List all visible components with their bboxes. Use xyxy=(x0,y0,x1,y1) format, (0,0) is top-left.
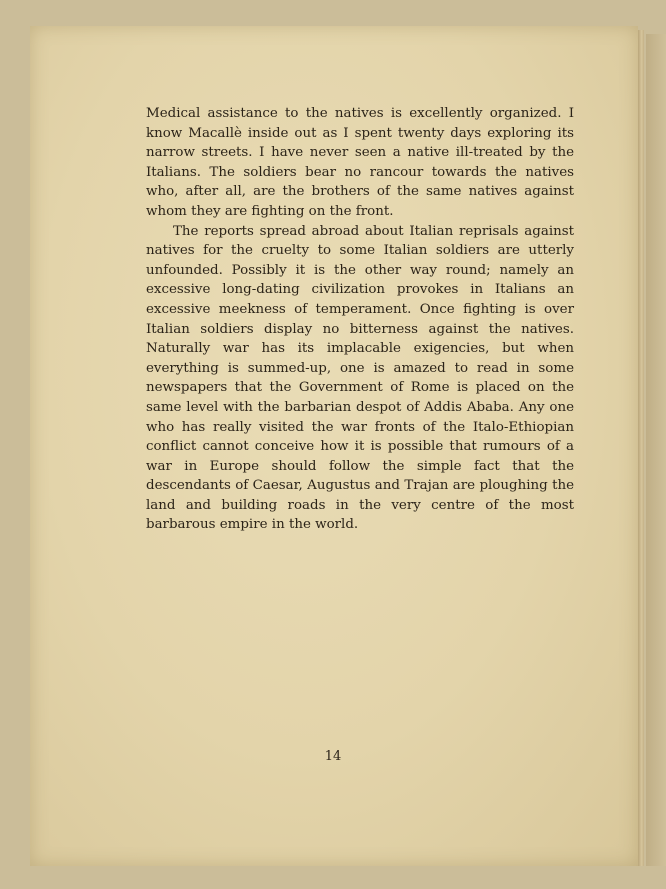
body-text xyxy=(146,104,574,535)
page-number: 14 xyxy=(324,749,342,764)
paragraph-1: Medical assistance to the natives is excellently organized. I know Macallè inside out as I spent twenty days exploring its narrow streets. I have never seen a native ill-treated by the Italians. The soldiers bear no rancour towards the natives who, after all, are the brothers of the same natives against whom they are fighting on the front. xyxy=(146,106,574,219)
paragraph-2: The reports spread abroad about Italian reprisals against natives for the cruelty to some Italian soldiers are utterly unfounded. Possibly it is the other way round; namely an excessive long-dating civilization provokes in Italians an excessive meekness of temperament. Once fighting is over Italian soldiers display no bitterness against the natives. Naturally war has its implacable exigencies, but when everything is summed-up, one is amazed to read in some newspapers that the Government of Rome is placed on the same level with the barbarian despot of Addis Ababa. Any one who has really visited the war fronts of the Italo-Ethiopian conflict cannot conceive how it is possible that rumours of a war in Europe should follow the simple fact that the descendants of Caesar, Augustus and Trajan are ploughing the land and building roads in the very centre of the most barbarous empire in the world. xyxy=(146,223,574,533)
page-edge xyxy=(638,30,644,866)
page-edge-back xyxy=(646,34,666,866)
